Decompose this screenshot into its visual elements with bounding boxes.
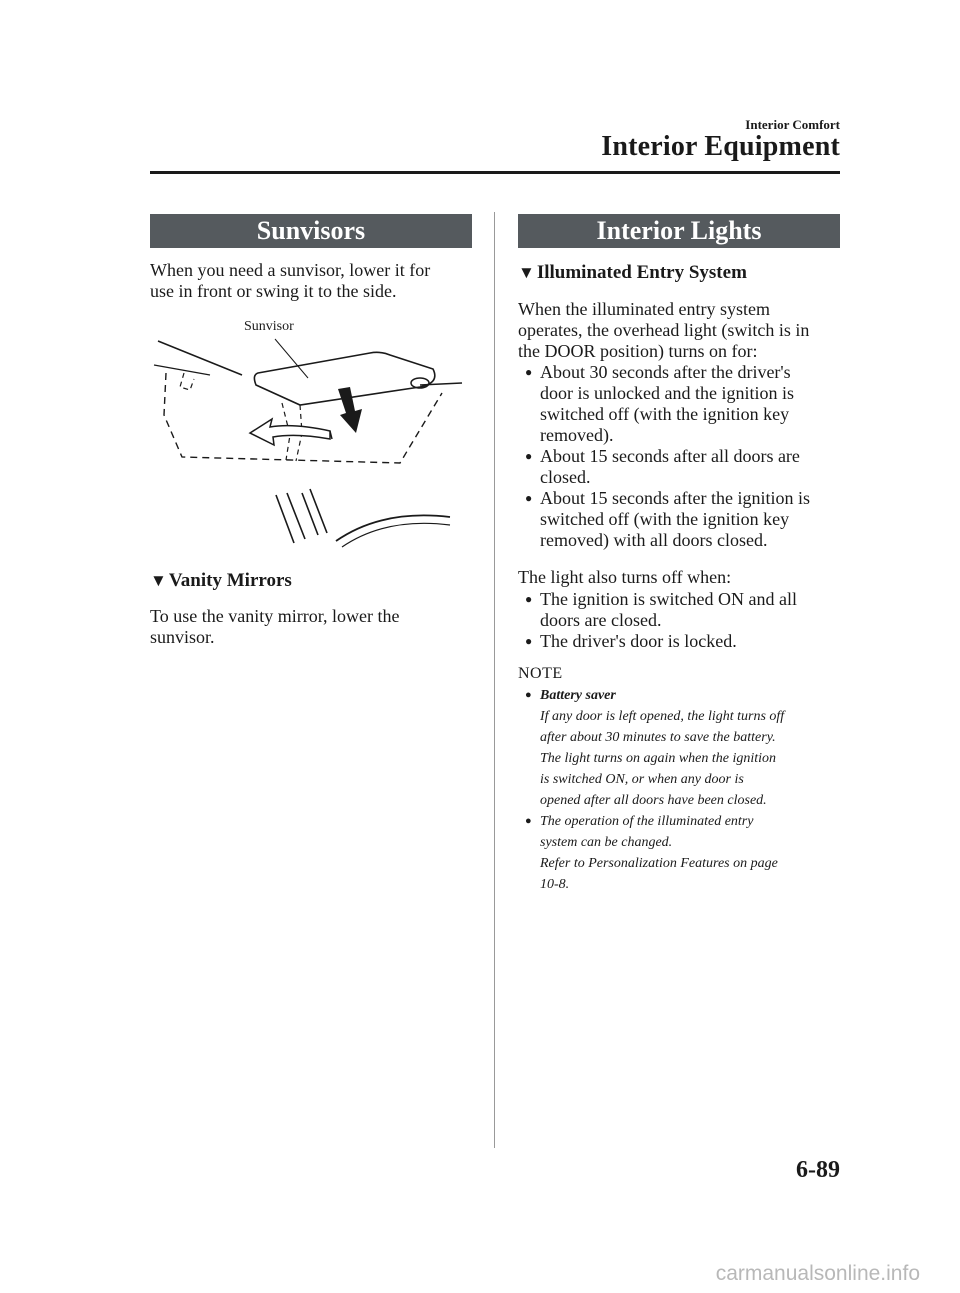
- bullet-icon: ●: [525, 491, 533, 505]
- section-title: Interior Comfort: [745, 117, 840, 132]
- sunvisors-intro: When you need a sunvisor, lower it for use in front or swing it to the side.: [150, 260, 431, 301]
- sunvisor-figure-label: Sunvisor: [244, 319, 294, 334]
- list-item: ● The ignition is switched ON and all doors are closed.: [525, 589, 797, 630]
- vanity-mirrors-heading: ▼ Vanity Mirrors: [150, 570, 292, 591]
- light-off-conditions-list: [518, 589, 848, 652]
- column-divider: [494, 212, 495, 1148]
- interior-lights-banner: Interior Lights: [518, 214, 840, 248]
- battery-saver-title: Battery saver: [540, 688, 616, 703]
- list-item: ● About 15 seconds after the ignition is switched off (with the ignition key removed) with all doors closed.: [525, 488, 810, 550]
- vanity-mirrors-text: To use the vanity mirror, lower the sunvisor.: [150, 606, 400, 647]
- light-on-conditions-list: [518, 362, 848, 551]
- light-off-intro: The light also turns off when:: [518, 567, 732, 587]
- list-item: ● The driver's door is locked.: [525, 631, 737, 651]
- illuminated-entry-intro: When the illuminated entry system operates, the overhead light (switch is in the DOOR position) turns on for:: [518, 299, 810, 361]
- chapter-title: Interior Equipment: [601, 131, 840, 162]
- bullet-icon: ●: [525, 449, 533, 463]
- triangle-marker-icon: ▼: [518, 263, 535, 282]
- list-item: ● The operation of the illuminated entry system can be changed. Refer to Personalization Features on page 10-8.: [518, 811, 848, 895]
- list-item: ● About 30 seconds after the driver's door is unlocked and the ignition is switched off (with the ignition key removed).: [525, 362, 794, 445]
- triangle-marker-icon: ▼: [150, 571, 167, 590]
- note-title: NOTE: [518, 665, 563, 682]
- header-rule: [150, 171, 840, 174]
- sunvisor-illustration: [150, 335, 472, 550]
- bullet-icon: ●: [525, 365, 533, 379]
- page-number: 6-89: [796, 1157, 840, 1183]
- list-item: ● About 15 seconds after all doors are closed.: [525, 446, 800, 487]
- bullet-icon: ●: [525, 634, 533, 648]
- bullet-icon: ●: [525, 689, 532, 701]
- watermark: carmanualsonline.info: [715, 1262, 920, 1285]
- bullet-icon: ●: [525, 815, 532, 827]
- list-item: ● Battery saver If any door is left opened, the light turns off after about 30 minutes to save the battery. The light turns on again when the ignition is switched ON, or when any door is opened after all doors have been closed.: [518, 685, 848, 811]
- note-list: [518, 685, 848, 895]
- sunvisors-banner: Sunvisors: [150, 214, 472, 248]
- bullet-icon: ●: [525, 592, 533, 606]
- illuminated-entry-heading: ▼ Illuminated Entry System: [518, 262, 747, 283]
